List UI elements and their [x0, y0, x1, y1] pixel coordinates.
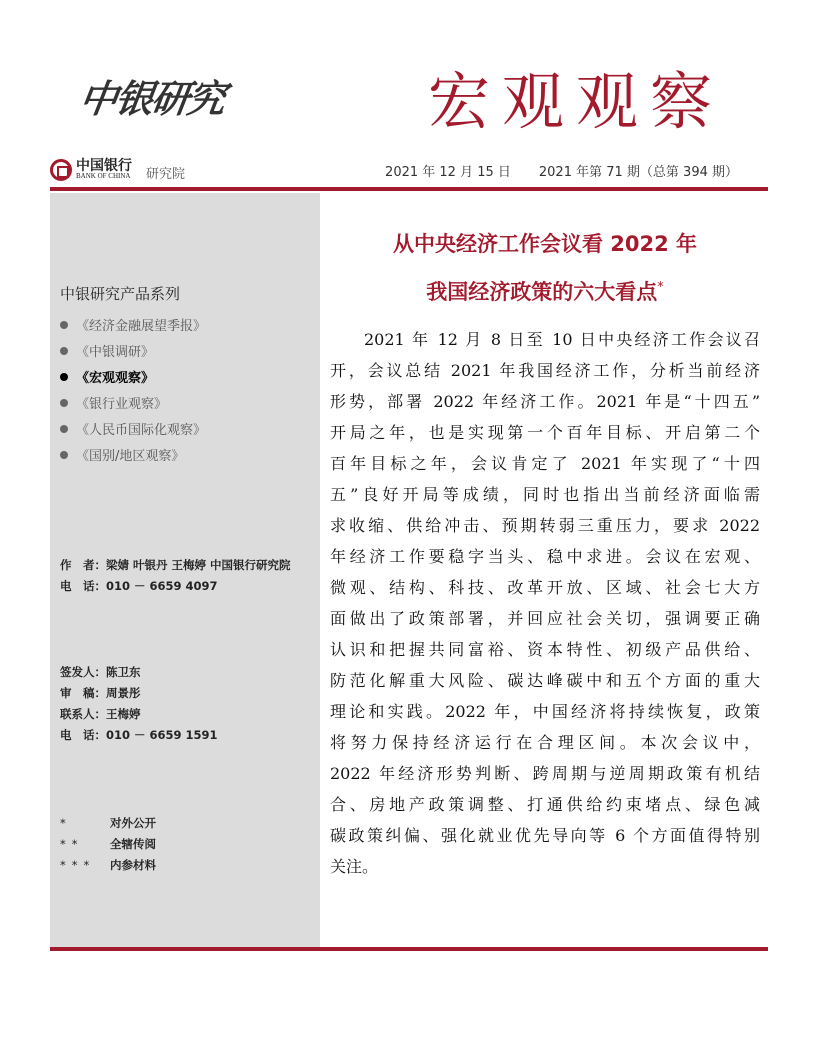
zhongyin-research-logo: 中银研究: [76, 76, 227, 121]
contact-person: 联系人：王梅婷: [60, 707, 141, 721]
product-label: 《经济金融展望季报》: [76, 319, 207, 334]
bullet-icon: [60, 321, 68, 329]
level-stars: *: [60, 816, 66, 830]
header-bar: [50, 155, 768, 187]
sidebar-title: 中银研究产品系列: [60, 285, 181, 303]
contact-phone: 电 话：010 － 6659 1591: [60, 728, 218, 742]
product-item: [60, 419, 206, 445]
bullet-icon: [60, 373, 68, 381]
level-stars: ***: [60, 858, 96, 872]
level-row: [60, 857, 156, 878]
body-line: 2022 年经济形势判断、跨周期与逆周期政策有机结: [330, 764, 760, 783]
level-row: [60, 815, 156, 836]
body-line: 形势，部署 2022 年经济工作。2021 年是“十四五”: [330, 392, 760, 411]
bottom-divider: [50, 947, 768, 951]
institute-label: 研究院: [146, 167, 186, 182]
bullet-icon: [60, 451, 68, 459]
product-label: 《国别/地区观察》: [76, 449, 185, 464]
body-line: 2021 年 12 月 8 日至 10 日中央经济工作会议召: [364, 330, 760, 349]
product-item: [60, 315, 206, 341]
series-title: 宏观观察: [428, 65, 725, 138]
issuer: 签发人：陈卫东: [60, 665, 141, 679]
product-item-active: [60, 367, 206, 393]
level-row: [60, 836, 156, 857]
title-line: 从中央经济工作会议看 2022 年: [392, 232, 698, 256]
product-label: 《银行业观察》: [76, 397, 168, 412]
product-item: [60, 393, 206, 419]
body-line: 碳政策纠偏、强化就业优先导向等 6 个方面值得特别: [330, 826, 760, 845]
body-line: 年经济工作要稳字当头、稳中求进。会议在宏观、: [330, 547, 760, 566]
body-line: 求收缩、供给冲击、预期转弱三重压力，要求 2022: [330, 516, 760, 535]
body-line: 认识和把握共同富裕、资本特性、初级产品供给、: [330, 640, 760, 659]
body-line: 开，会议总结 2021 年我国经济工作，分析当前经济: [330, 361, 760, 380]
level-stars: **: [60, 837, 84, 851]
footnote-mark: *: [657, 280, 664, 295]
bullet-icon: [60, 399, 68, 407]
author-phone: 电 话：010 － 6659 4097: [60, 579, 218, 593]
issue-info: [385, 161, 738, 180]
article-body: [330, 324, 760, 882]
reviewer: 审 稿：周景彤: [60, 686, 141, 700]
level-label: 全辖传阅: [110, 837, 156, 851]
body-line: 微观、结构、科技、改革开放、区域、社会七大方: [330, 578, 760, 597]
bank-name-en: BANK OF CHINA: [76, 172, 131, 180]
body-line: 面做出了政策部署，并回应社会关切，强调要正确: [330, 609, 760, 628]
authors: 作 者：梁婧 叶银丹 王梅婷 中国银行研究院: [60, 558, 291, 572]
level-label: 内参材料: [110, 858, 156, 872]
title-line: 我国经济政策的六大看点: [426, 280, 658, 304]
distribution-levels: [60, 815, 156, 878]
author-info: [60, 557, 291, 599]
sidebar: [50, 193, 320, 948]
article-title: [330, 222, 760, 314]
bullet-icon: [60, 425, 68, 433]
top-divider: [50, 187, 768, 191]
body-line: 开局之年，也是实现第一个百年目标、开启第二个: [330, 423, 760, 442]
body-line: 合、房地产政策调整、打通供给约束堵点、绿色减: [330, 795, 760, 814]
bullet-icon: [60, 347, 68, 355]
article: [330, 222, 760, 882]
body-line: 五”良好开局等成绩，同时也指出当前经济面临需: [330, 485, 760, 504]
body-line: 理论和实践。2022 年，中国经济将持续恢复，政策: [330, 702, 760, 721]
bank-of-china-emblem-icon: [50, 159, 72, 181]
body-line: 百年目标之年，会议肯定了 2021 年实现了“十四: [330, 454, 760, 473]
product-label: 《中银调研》: [76, 345, 155, 360]
product-label: 《宏观观察》: [76, 371, 155, 386]
product-item: [60, 341, 206, 367]
body-line: 关注。: [330, 857, 379, 876]
body-line: 防范化解重大风险、碳达峰碳中和五个方面的重大: [330, 671, 760, 690]
product-item: [60, 445, 206, 471]
bank-name-cn: 中国银行: [76, 158, 132, 174]
bank-of-china-logo: [50, 157, 185, 182]
product-list: [60, 315, 206, 471]
contact-info: [60, 664, 218, 748]
level-label: 对外公开: [110, 816, 156, 830]
publish-date: 2021 年 12 月 15 日: [385, 165, 511, 180]
body-line: 将努力保持经济运行在合理区间。本次会议中，: [330, 733, 760, 752]
product-label: 《人民币国际化观察》: [76, 423, 207, 438]
issue-number: 2021 年第 71 期（总第 394 期）: [538, 165, 738, 180]
